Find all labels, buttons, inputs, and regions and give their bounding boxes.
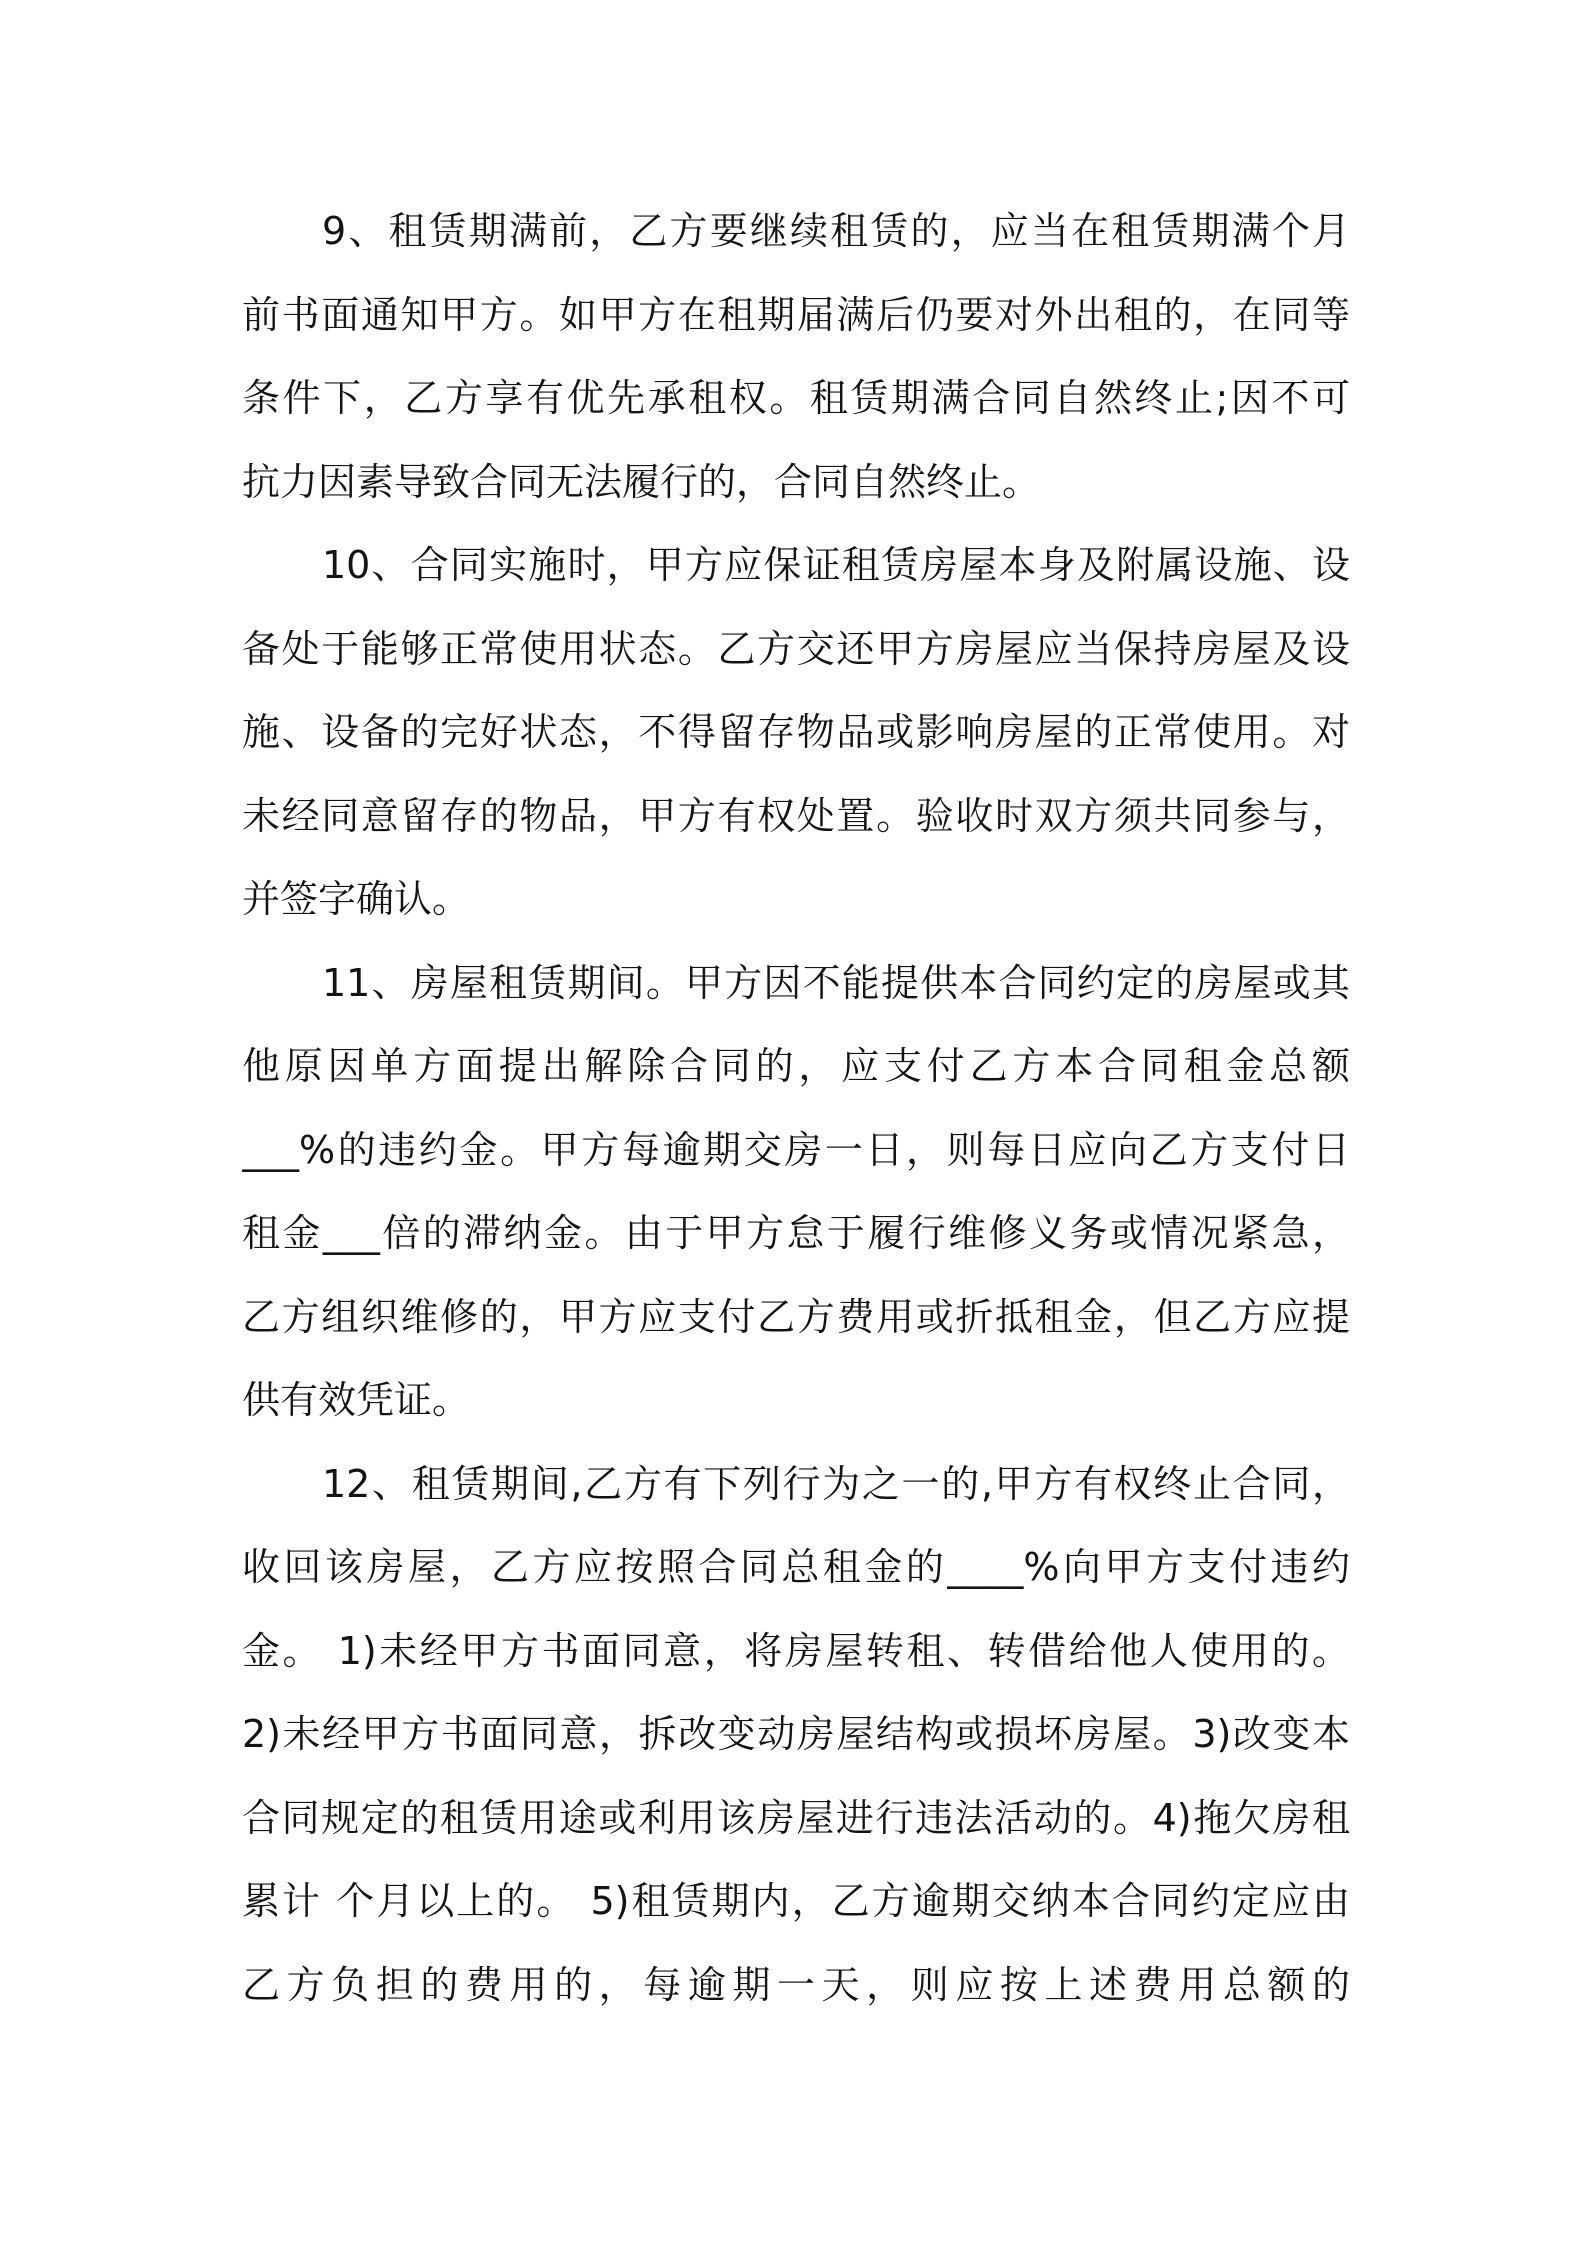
text-line: 他原因单方面提出解除合同的，应支付乙方本合同租金总额: [242, 1044, 1350, 1088]
clause-9: [242, 190, 1350, 524]
text-line: 9、租赁期满前，乙方要继续租赁的，应当在租赁期满个月: [322, 209, 1350, 253]
text-line: 施、设备的完好状态，不得留存物品或影响房屋的正常使用。对: [242, 710, 1350, 754]
text-line: 租金___倍的滞纳金。由于甲方怠于履行维修义务或情况紧急，: [242, 1211, 1350, 1255]
text-line: 并签字确认。: [242, 877, 471, 921]
clause-10: [242, 524, 1350, 942]
text-line: 供有效凭证。: [242, 1378, 471, 1422]
text-line: 前书面通知甲方。如甲方在租期届满后仍要对外出租的，在同等: [242, 292, 1350, 337]
text-line: 收回该房屋，乙方应按照合同总租金的____%向甲方支付违约: [242, 1545, 1350, 1589]
text-line: 金。 1)未经甲方书面同意，将房屋转租、转借给他人使用的。: [242, 1628, 1350, 1673]
text-line: 乙方组织维修的，甲方应支付乙方费用或折抵租金，但乙方应提: [242, 1294, 1350, 1339]
text-line: 抗力因素导致合同无法履行的，合同自然终止。: [242, 459, 1041, 504]
text-line: 累计 个月以上的。 5)租赁期内，乙方逾期交纳本合同约定应由: [242, 1879, 1350, 1923]
text-line: 条件下，乙方享有优先承租权。租赁期满合同自然终止;因不可: [242, 376, 1350, 420]
text-line: 2)未经甲方书面同意，拆改变动房屋结构或损坏房屋。3)改变本: [242, 1712, 1350, 1756]
text-line: 乙方负担的费用的，每逾期一天，则应按上述费用总额的: [242, 1962, 1350, 2007]
text-line: 未经同意留存的物品，甲方有权处置。验收时双方须共同参与，: [242, 793, 1350, 838]
text-line: 11、房屋租赁期间。甲方因不能提供本合同约定的房屋或其: [322, 960, 1350, 1005]
text-line: 备处于能够正常使用状态。乙方交还甲方房屋应当保持房屋及设: [242, 626, 1350, 671]
text-line: 合同规定的租赁用途或利用该房屋进行违法活动的。4)拖欠房租: [242, 1795, 1350, 1840]
text-line: 10、合同实施时，甲方应保证租赁房屋本身及附属设施、设: [322, 543, 1350, 587]
clause-11: [242, 942, 1350, 1443]
text-line: ___%的违约金。甲方每逾期交房一日，则每日应向乙方支付日: [242, 1127, 1350, 1172]
document-body: [242, 190, 1350, 2027]
text-line: 12、租赁期间,乙方有下列行为之一的,甲方有权终止合同，: [322, 1461, 1350, 1506]
clause-12: [242, 1443, 1350, 2028]
